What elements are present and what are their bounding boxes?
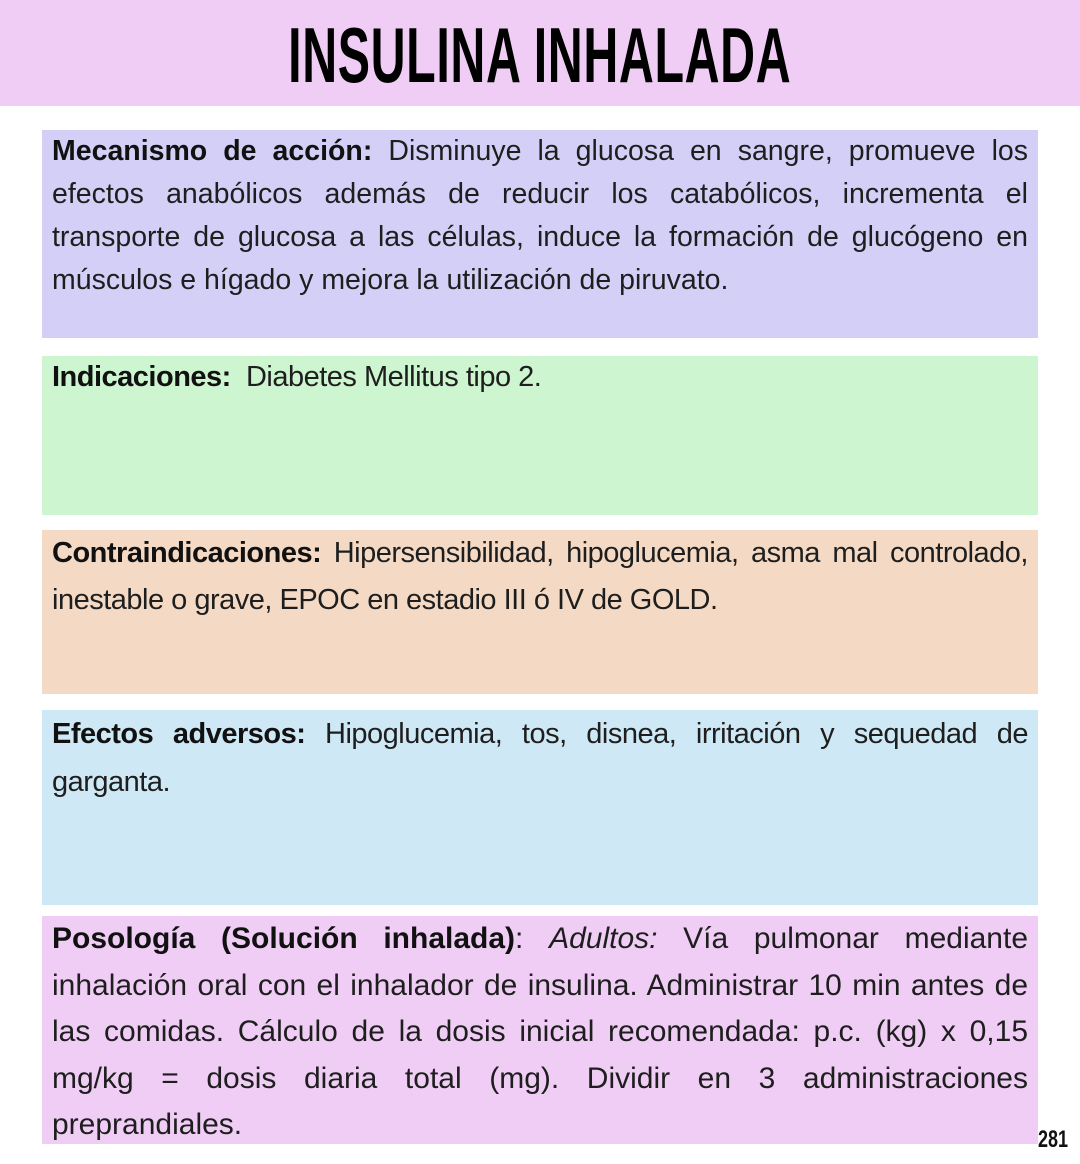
section-label: Mecanismo de acción: xyxy=(52,135,373,167)
label-separator: : xyxy=(515,922,550,955)
section-text: Disminuye la glucosa en sangre, promueve los efectos anabólicos además de reducir los catabólicos, incrementa el transporte de glucosa a las células, induce la formación de glucógeno en músculos e hígado y mejora la utilización de piruvato. xyxy=(52,135,1029,296)
section-label: Contraindicaciones: xyxy=(52,537,322,569)
section-text: Vía pulmonar mediante inhalación oral con el inhalador de insulina. Administrar 10 min antes de las comidas. Cálculo de la dosis inicial recomendada: p.c. (kg) x 0,15 mg/kg = dosis diaria total (mg). Dividir en 3 administraciones preprandiales. xyxy=(52,922,1029,1141)
page-title: INSULINA INHALADA xyxy=(288,11,792,99)
section-label: Efectos adversos: xyxy=(52,718,306,750)
section-mecanismo-de-accion xyxy=(42,130,1038,338)
section-text: Hipersensibilidad, hipoglucemia, asma mal controlado, inestable o grave, EPOC en estadio III ó IV de GOLD. xyxy=(52,537,1028,616)
section-contraindicaciones xyxy=(42,530,1038,694)
section-text: Diabetes Mellitus tipo 2. xyxy=(230,361,542,393)
population-label: Adultos: xyxy=(549,922,658,955)
section-indicaciones xyxy=(42,356,1038,515)
page-header xyxy=(0,0,1080,106)
section-label: Posología (Solución inhalada) xyxy=(52,922,516,955)
section-label: Indicaciones: xyxy=(52,361,231,393)
section-text: Hipoglucemia, tos, disnea, irritación y sequedad de garganta. xyxy=(52,718,1029,798)
section-efectos-adversos xyxy=(42,710,1038,905)
section-posologia xyxy=(42,916,1038,1144)
page-number: 281 xyxy=(1038,1126,1069,1153)
